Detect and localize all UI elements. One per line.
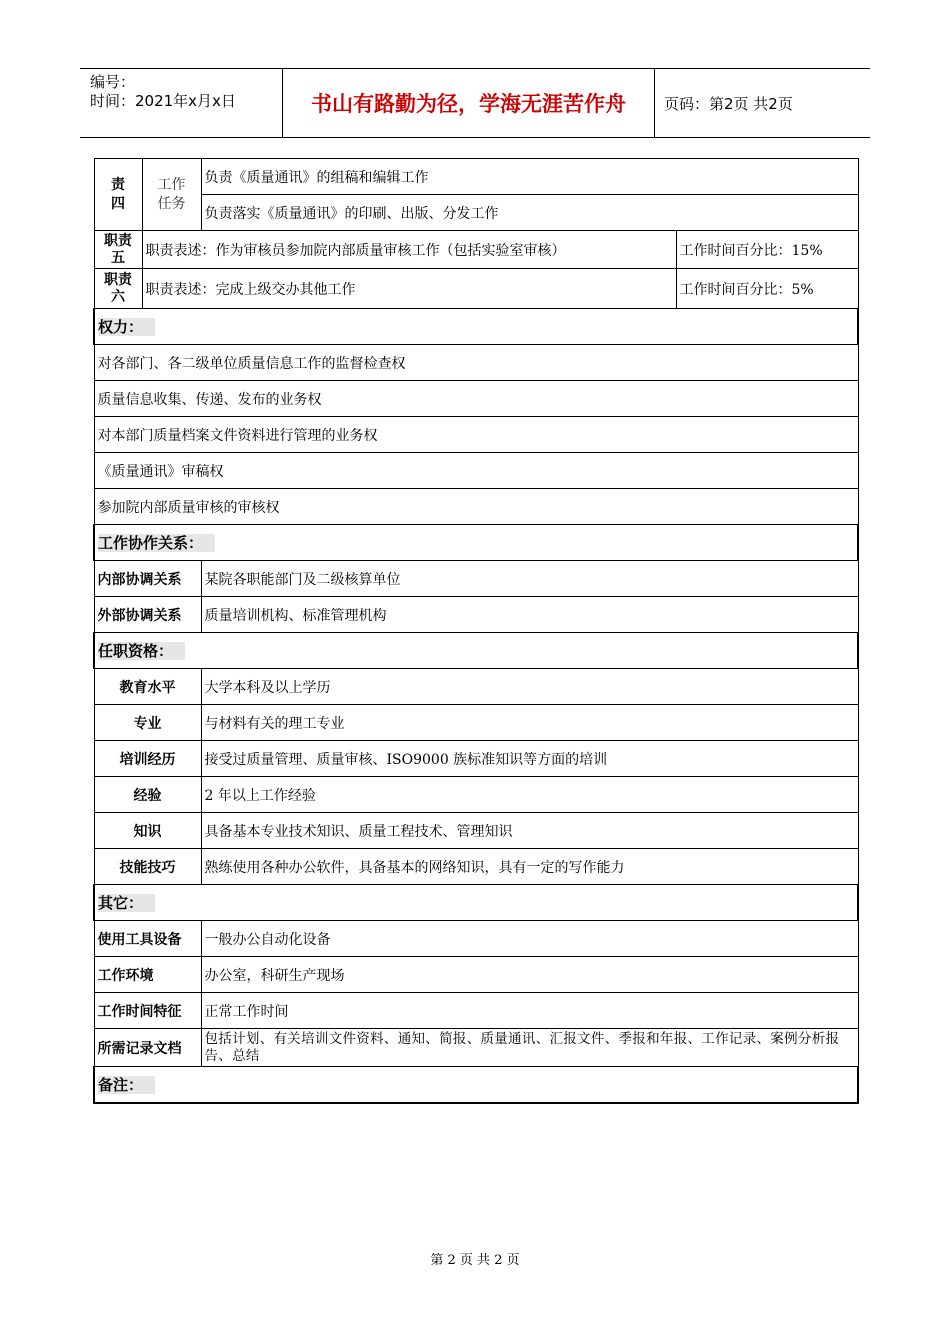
other-value: 包括计划、有关培训文件资料、通知、简报、质量通讯、汇报文件、季报和年报、工作记录、案例分析报告、总结 bbox=[201, 1029, 858, 1067]
duty4-task-1: 负责《质量通讯》的组稿和编辑工作 bbox=[201, 159, 858, 195]
qualification-label: 培训经历 bbox=[94, 741, 201, 777]
other-label: 所需记录文档 bbox=[94, 1029, 201, 1067]
header-motto: 书山有路勤为径，学海无涯苦作舟 bbox=[283, 69, 655, 137]
qualification-value: 熟练使用各种办公软件，具备基本的网络知识，具有一定的写作能力 bbox=[201, 849, 858, 885]
qualification-value: 与材料有关的理工专业 bbox=[201, 705, 858, 741]
cooperation-row bbox=[94, 597, 858, 633]
qualification-row bbox=[94, 849, 858, 885]
other-row bbox=[94, 1029, 858, 1067]
qualification-value: 具备基本专业技术知识、质量工程技术、管理知识 bbox=[201, 813, 858, 849]
other-heading-row bbox=[94, 885, 858, 921]
other-label: 工作环境 bbox=[94, 957, 201, 993]
duty6-label: 职责六 bbox=[94, 269, 142, 309]
cooperation-row bbox=[94, 561, 858, 597]
authority-item: 参加院内部质量审核的审核权 bbox=[94, 489, 858, 525]
duty4-sub-label: 工作任务 bbox=[142, 159, 201, 231]
qualification-heading-row bbox=[94, 633, 858, 669]
remarks-heading: 备注： bbox=[98, 1076, 155, 1094]
duty5-label: 职责五 bbox=[94, 231, 142, 269]
qualification-row bbox=[94, 813, 858, 849]
other-label: 使用工具设备 bbox=[94, 921, 201, 957]
qualification-value: 接受过质量管理、质量审核、ISO9000 族标准知识等方面的培训 bbox=[201, 741, 858, 777]
qualification-row bbox=[94, 777, 858, 813]
duty5-description: 职责表述：作为审核员参加院内部质量审核工作（包括实验室审核） bbox=[142, 231, 676, 269]
qualification-label: 技能技巧 bbox=[94, 849, 201, 885]
authority-heading-row bbox=[94, 309, 858, 345]
duty5-time-percent: 工作时间百分比：15% bbox=[676, 231, 858, 269]
duty4-label: 责四 bbox=[94, 159, 142, 231]
doc-number-label: 编号： bbox=[90, 73, 136, 91]
authority-item: 对本部门质量档案文件资料进行管理的业务权 bbox=[94, 417, 858, 453]
other-heading: 其它： bbox=[98, 894, 155, 912]
authority-item: 质量信息收集、传递、发布的业务权 bbox=[94, 381, 858, 417]
job-description-table bbox=[93, 158, 859, 1104]
qualification-value: 2 年以上工作经验 bbox=[201, 777, 858, 813]
other-row bbox=[94, 993, 858, 1029]
other-row bbox=[94, 921, 858, 957]
qualification-row bbox=[94, 741, 858, 777]
qualification-value: 大学本科及以上学历 bbox=[201, 669, 858, 705]
header-page-code: 页码：第2页 共2页 bbox=[664, 94, 793, 113]
authority-item: 对各部门、各二级单位质量信息工作的监督检查权 bbox=[94, 345, 858, 381]
duty6-time-percent: 工作时间百分比：5% bbox=[676, 269, 858, 309]
cooperation-value: 质量培训机构、标准管理机构 bbox=[201, 597, 858, 633]
cooperation-label: 内部协调关系 bbox=[94, 561, 201, 597]
header-meta bbox=[80, 69, 283, 137]
duty5-row bbox=[94, 231, 858, 269]
qualification-label: 知识 bbox=[94, 813, 201, 849]
qualification-row bbox=[94, 705, 858, 741]
duty4-row-2 bbox=[94, 195, 858, 231]
duty6-row bbox=[94, 269, 858, 309]
other-value: 一般办公自动化设备 bbox=[201, 921, 858, 957]
qualification-label: 经验 bbox=[94, 777, 201, 813]
cooperation-heading: 工作协作关系： bbox=[98, 534, 215, 552]
duty6-description: 职责表述：完成上级交办其他工作 bbox=[142, 269, 676, 309]
duty4-row-1 bbox=[94, 159, 858, 195]
other-value: 正常工作时间 bbox=[201, 993, 858, 1029]
cooperation-heading-row bbox=[94, 525, 858, 561]
cooperation-value: 某院各职能部门及二级核算单位 bbox=[201, 561, 858, 597]
other-row bbox=[94, 957, 858, 993]
duty4-task-2: 负责落实《质量通讯》的印刷、出版、分发工作 bbox=[201, 195, 858, 231]
qualification-label: 教育水平 bbox=[94, 669, 201, 705]
qualification-row bbox=[94, 669, 858, 705]
other-value: 办公室，科研生产现场 bbox=[201, 957, 858, 993]
other-label: 工作时间特征 bbox=[94, 993, 201, 1029]
authority-heading: 权力： bbox=[98, 318, 155, 336]
cooperation-label: 外部协调关系 bbox=[94, 597, 201, 633]
remarks-row bbox=[94, 1067, 858, 1103]
page-footer: 第 2 页 共 2 页 bbox=[430, 1253, 520, 1268]
authority-item: 《质量通讯》审稿权 bbox=[94, 453, 858, 489]
qualification-label: 专业 bbox=[94, 705, 201, 741]
page-header bbox=[80, 68, 870, 138]
qualification-heading: 任职资格： bbox=[98, 642, 185, 660]
doc-time-label: 时间：2021年x月x日 bbox=[90, 92, 236, 110]
